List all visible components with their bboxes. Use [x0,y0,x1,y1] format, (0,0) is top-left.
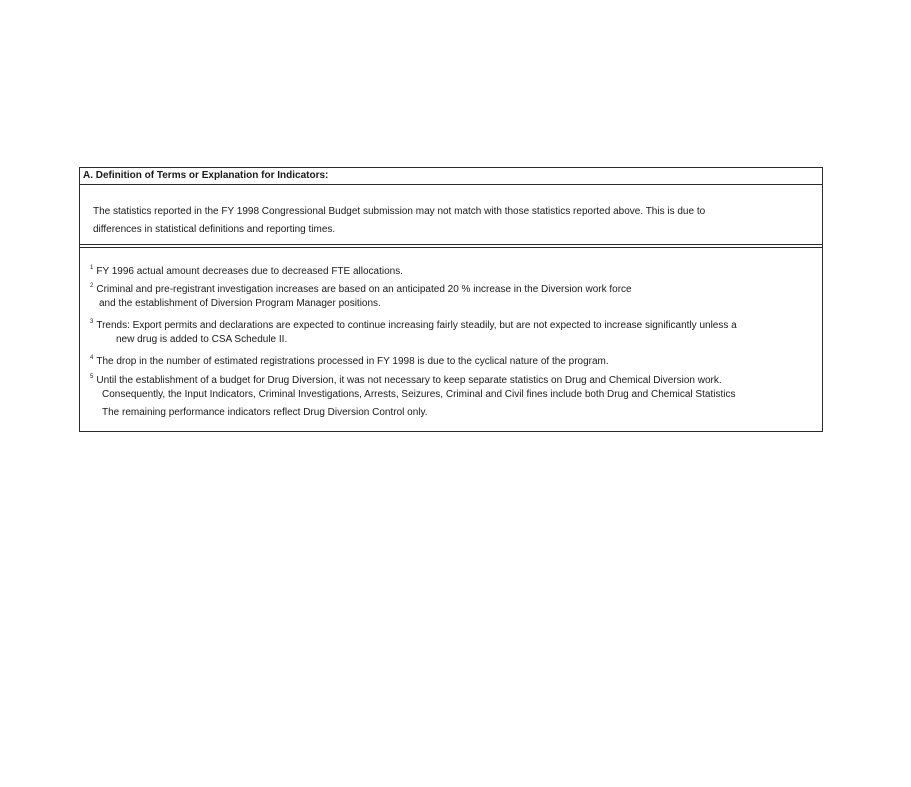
footnote-marker: 4 [90,355,94,361]
footnote-5-continued: The remaining performance indicators reflect Drug Diversion Control only. [102,407,428,418]
footnote-4 [90,352,609,368]
footnote-marker: 2 [90,283,94,289]
indicators-definition-box [79,167,823,432]
footnote-text: Criminal and pre-registrant investigation increases are based on an anticipated 20 % increase in the Diversion work force [96,284,632,295]
footnote-2 [90,280,632,296]
footnote-marker: 1 [90,265,94,271]
footnote-text: The drop in the number of estimated registrations processed in FY 1998 is due to the cyclical nature of the program. [96,356,609,367]
section-divider [80,244,822,245]
footnote-1 [90,262,403,278]
footnote-text: FY 1996 actual amount decreases due to decreased FTE allocations. [96,266,404,277]
footnote-3 [90,316,737,332]
intro-line: differences in statistical definitions and reporting times. [93,224,336,235]
footnote-text: Trends: Export permits and declarations are expected to continue increasing fairly steadily, but are not expected to increase significantly unless a [96,320,737,331]
footnote-5-continued: Consequently, the Input Indicators, Criminal Investigations, Arrests, Seizures, Criminal and Civil fines include both Drug and Chemical Statistics [102,389,736,400]
intro-paragraph [93,203,793,239]
footnote-marker: 3 [90,319,94,325]
footnote-5 [90,371,722,387]
section-header: A. Definition of Terms or Explanation for Indicators: [80,168,822,185]
footnote-3-continued: new drug is added to CSA Schedule II. [116,334,288,345]
section-divider [80,247,822,248]
footnote-text: Until the establishment of a budget for Drug Diversion, it was not necessary to keep separate statistics on Drug and Chemical Diversion work. [96,375,722,386]
footnote-2-continued: and the establishment of Diversion Program Manager positions. [99,298,381,309]
intro-line: The statistics reported in the FY 1998 Congressional Budget submission may not match with those statistics reported above. This is due to [93,206,706,217]
footnote-marker: 5 [90,374,94,380]
